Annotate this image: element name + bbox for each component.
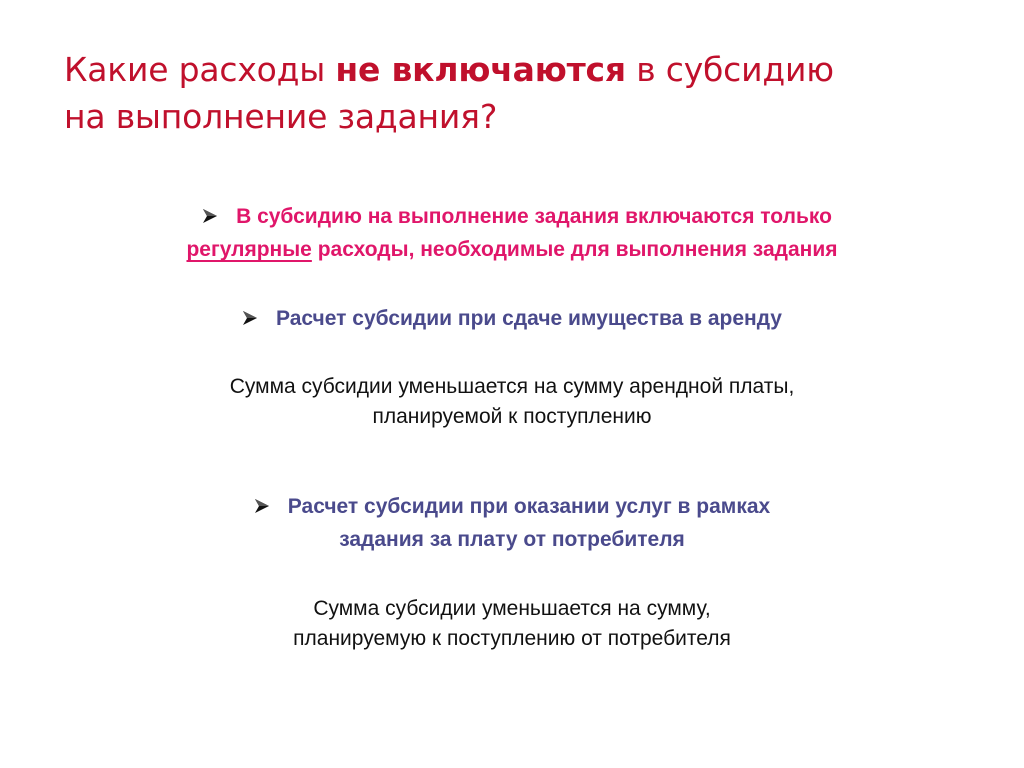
title-text-start: Какие расходы (64, 50, 336, 89)
paragraph-2-line-2: планируемую к поступлению от потребителя (293, 627, 731, 650)
bullet-paid-services-calculation (0, 490, 1024, 556)
bullet-2-text: Расчет субсидии при сдаче имущества в аренду (276, 307, 782, 330)
bullet-3-line-1 (0, 490, 1024, 523)
bullet-regular-expenses (0, 200, 1024, 266)
arrowhead-bullet-icon (254, 498, 270, 514)
bullet-1-text: В субсидию на выполнение задания включаются только (236, 205, 832, 228)
bullet-1-line-1 (0, 200, 1024, 233)
bullet-1-line-2 (0, 233, 1024, 266)
arrowhead-bullet-icon (202, 208, 218, 224)
paragraph-paid-services (0, 594, 1024, 654)
paragraph-rent (0, 372, 1024, 432)
bullet-3-line-2: задания за плату от потребителя (339, 528, 685, 551)
slide-title (64, 46, 964, 140)
paragraph-1-line-2: планируемой к поступлению (372, 405, 652, 428)
title-line-2: на выполнение задания? (64, 97, 498, 136)
title-emphasis: не включаются (335, 50, 626, 89)
bullet-1-text-rest: расходы, необходимые для выполнения задания (311, 238, 838, 261)
bullet-rent-calculation (0, 302, 1024, 335)
bullet-2-line (0, 302, 1024, 335)
bullet-1-underlined-word: регулярные (186, 238, 312, 261)
title-line-1 (64, 46, 964, 93)
arrowhead-bullet-icon (242, 310, 258, 326)
paragraph-1-line-1: Сумма субсидии уменьшается на сумму арендной платы, (229, 375, 795, 398)
paragraph-2-line-1: Сумма субсидии уменьшается на сумму, (313, 597, 711, 620)
title-text-end: в субсидию (625, 50, 834, 89)
bullet-3-text-1: Расчет субсидии при оказании услуг в рамках (287, 495, 771, 518)
